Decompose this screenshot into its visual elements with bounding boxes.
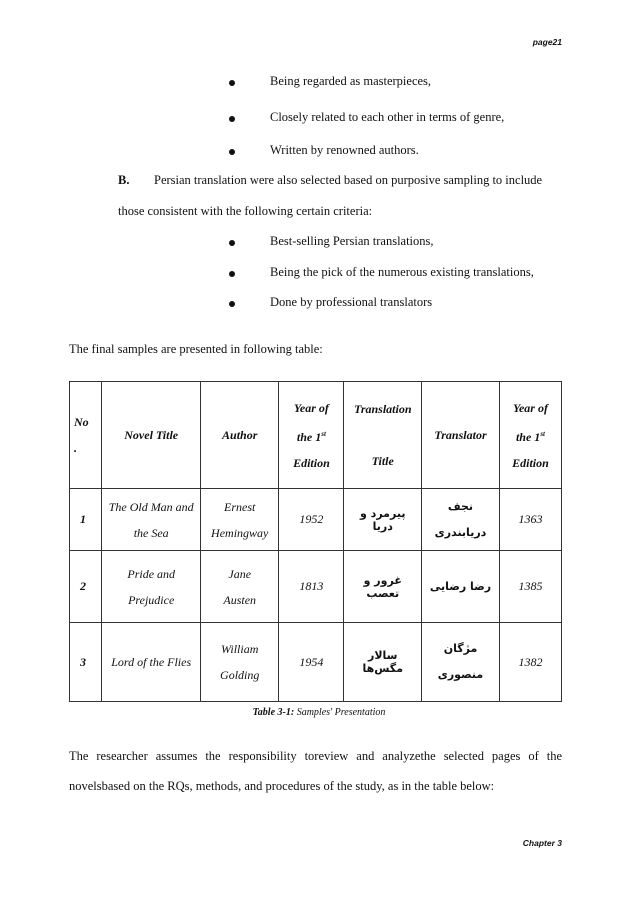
caption-text: Samples' Presentation bbox=[294, 707, 386, 718]
paragraph-line: The researcher assumes the responsibility toreview and analyzethe selected pages of the bbox=[69, 749, 562, 763]
cell-translator: مژگان منصوری bbox=[422, 623, 500, 702]
cell-translation-title: غرور و تعصب bbox=[344, 551, 422, 623]
table-row bbox=[70, 489, 562, 551]
cell-translation-title: سالار مگس‌ها bbox=[344, 623, 422, 702]
caption-label: Table 3-1: bbox=[252, 707, 295, 718]
bullet-icon bbox=[229, 149, 235, 155]
cell-translation-title: پیرمرد و دریا bbox=[344, 489, 422, 551]
bullet-icon bbox=[229, 301, 235, 307]
bullet-icon bbox=[229, 116, 235, 122]
col-header-translation-year: Year of the 1st Edition bbox=[499, 382, 561, 489]
chapter-footer: Chapter 3 bbox=[522, 838, 562, 848]
table-header-row bbox=[70, 382, 562, 489]
col-header-no: No . bbox=[70, 382, 102, 489]
paragraph-marker: B. bbox=[118, 173, 130, 187]
page-number-header: page21 bbox=[532, 37, 562, 47]
list-item-text: Done by professional translators bbox=[270, 295, 433, 309]
paragraph-line: novelsbased on the RQs, methods, and procedures of the study, as in the table below: bbox=[69, 779, 495, 793]
list-item-text: Closely related to each other in terms of genre, bbox=[270, 110, 505, 124]
cell-year: 1813 bbox=[279, 551, 344, 623]
bullet-icon bbox=[229, 271, 235, 277]
cell-novel-title: Pride and Prejudice bbox=[102, 551, 201, 623]
cell-year: 1952 bbox=[279, 489, 344, 551]
paragraph-line: Persian translation were also selected based on purposive sampling to include bbox=[154, 173, 543, 187]
cell-no: 3 bbox=[70, 623, 102, 702]
cell-year: 1954 bbox=[279, 623, 344, 702]
cell-novel-title: Lord of the Flies bbox=[102, 623, 201, 702]
bullet-icon bbox=[229, 80, 235, 86]
cell-author: William Golding bbox=[201, 623, 279, 702]
closing-paragraph bbox=[69, 741, 562, 801]
col-header-year: Year of the 1st Edition bbox=[279, 382, 344, 489]
cell-author: Jane Austen bbox=[201, 551, 279, 623]
cell-translator: رضا رضایی bbox=[422, 551, 500, 623]
intro-sentence: The final samples are presented in following table: bbox=[69, 342, 323, 356]
col-header-novel-title: Novel Title bbox=[102, 382, 201, 489]
cell-translation-year: 1382 bbox=[499, 623, 561, 702]
list-item-text: Being regarded as masterpieces, bbox=[270, 74, 432, 88]
col-header-translator: Translator bbox=[422, 382, 500, 489]
cell-translation-year: 1363 bbox=[499, 489, 561, 551]
col-header-translation-title: Translation Title bbox=[344, 382, 422, 489]
cell-no: 2 bbox=[70, 551, 102, 623]
cell-translation-year: 1385 bbox=[499, 551, 561, 623]
col-header-author: Author bbox=[201, 382, 279, 489]
list-item-text: Being the pick of the numerous existing translations, bbox=[270, 265, 534, 279]
cell-translator: نجف دریابندری bbox=[422, 489, 500, 551]
cell-novel-title: The Old Man and the Sea bbox=[102, 489, 201, 551]
table-row bbox=[70, 623, 562, 702]
bullet-icon bbox=[229, 240, 235, 246]
cell-author: Ernest Hemingway bbox=[201, 489, 279, 551]
samples-table bbox=[69, 381, 562, 702]
cell-no: 1 bbox=[70, 489, 102, 551]
table-row bbox=[70, 551, 562, 623]
paragraph-line: those consistent with the following certain criteria: bbox=[118, 204, 373, 218]
table-caption bbox=[0, 707, 638, 718]
list-item-text: Written by renowned authors. bbox=[270, 143, 419, 157]
list-item-text: Best-selling Persian translations, bbox=[270, 234, 434, 248]
